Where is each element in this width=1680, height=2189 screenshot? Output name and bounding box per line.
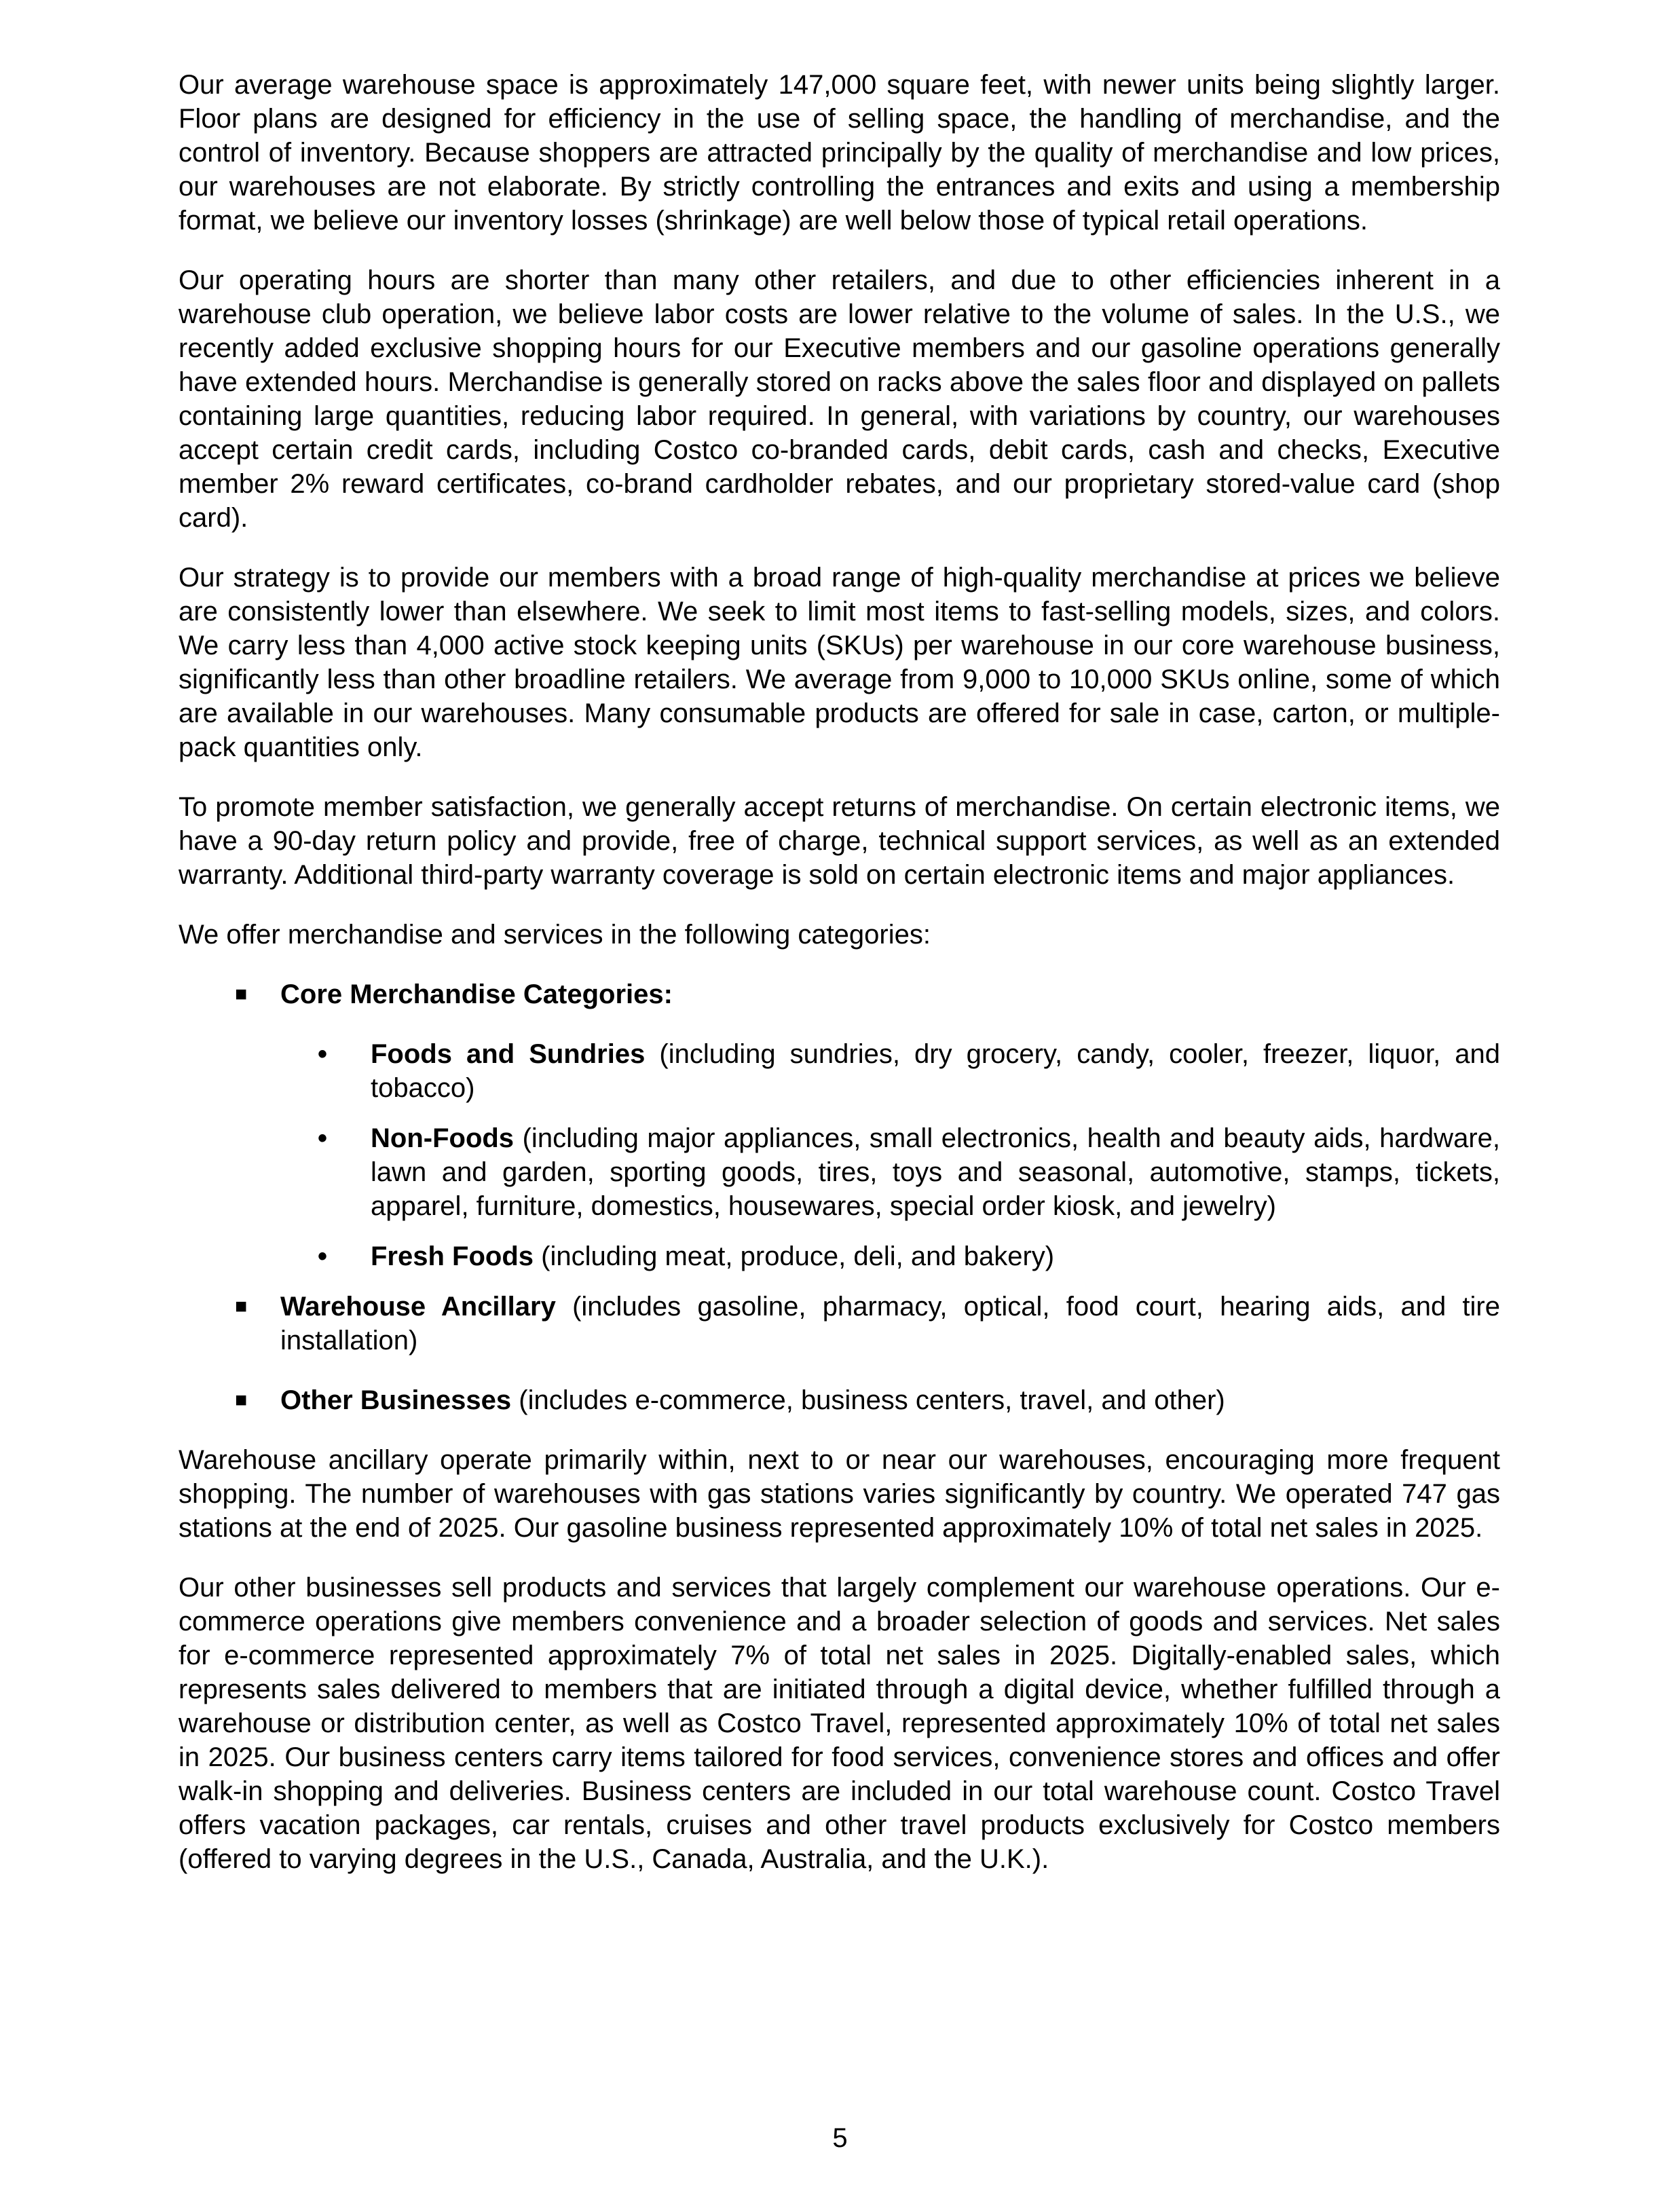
- category-name: Warehouse Ancillary: [280, 1292, 556, 1322]
- bullet-icon: •: [318, 1039, 328, 1069]
- paragraph-warehouse-space: Our average warehouse space is approximately 147,000 square feet, with newer units being slightly larger. Floor plans are designed for efficiency in the use of selling space, the handling of merchandise, and the control of inventory. Because shoppers are attracted principally by the quality of merchandise and low prices, our warehouses are not elaborate. By strictly controlling the entrances and exits and using a membership format, we believe our inventory losses (shrinkage) are well below those of typical retail operations.: [179, 70, 1500, 236]
- document-page: [179, 68, 1500, 1902]
- subcategory-description: (including major appliances, small electronics, health and beauty aids, hardware, lawn and garden, sporting goods, tires, toys and seasonal, automotive, stamps, tickets, apparel, furniture, domestics, housewares, special order kiosk, and jewelry): [371, 1123, 1500, 1221]
- bullet-icon: •: [318, 1123, 328, 1153]
- square-bullet-icon: ■: [235, 983, 248, 1005]
- bullet-icon: •: [318, 1241, 328, 1271]
- list-item: [179, 1121, 1500, 1223]
- square-bullet-icon: ■: [235, 1389, 248, 1411]
- paragraph-operating-hours: Our operating hours are shorter than many other retailers, and due to other efficiencies inherent in a warehouse club operation, we believe labor costs are lower relative to the volume of sales. In the U.S., we recently added exclusive shopping hours for our Executive members and our gasoline operations generally have extended hours. Merchandise is generally stored on racks above the sales floor and displayed on pallets containing large quantities, reducing labor required. In general, with variations by country, our warehouses accept certain credit cards, including Costco co-branded cards, debit cards, cash and checks, Executive member 2% reward certificates, co-brand cardholder rebates, and our proprietary stored-value card (shop card).: [179, 265, 1500, 533]
- category-name: Other Businesses: [280, 1385, 512, 1415]
- list-item: [179, 1037, 1500, 1105]
- category-warehouse-ancillary: [179, 1290, 1500, 1358]
- list-item: [179, 1239, 1500, 1273]
- subcategory-name: Foods and Sundries: [371, 1039, 646, 1069]
- paragraph-categories-intro: We offer merchandise and services in the following categories:: [179, 920, 931, 950]
- paragraph-returns: To promote member satisfaction, we generally accept returns of merchandise. On certain electronic items, we have a 90-day return policy and provide, free of charge, technical support services, as well as an extended warranty. Additional third-party warranty coverage is sold on certain electronic items and major appliances.: [179, 792, 1500, 890]
- subcategory-description: (including sundries, dry grocery, candy, cooler, freezer, liquor, and tobacco): [371, 1039, 1500, 1103]
- subcategory-name: Fresh Foods: [371, 1241, 534, 1271]
- core-subcategory-list: [179, 1037, 1500, 1273]
- paragraph-strategy: Our strategy is to provide our members with a broad range of high-quality merchandise at prices we believe are consistently lower than elsewhere. We seek to limit most items to fast-selling models, sizes, and colors. We carry less than 4,000 active stock keeping units (SKUs) per warehouse in our core warehouse business, significantly less than other broadline retailers. We average from 9,000 to 10,000 SKUs online, some of which are available in our warehouses. Many consumable products are offered for sale in case, carton, or multiple-pack quantities only.: [179, 563, 1500, 762]
- square-bullet-icon: ■: [235, 1295, 248, 1317]
- paragraph-other-businesses: Our other businesses sell products and services that largely complement our warehouse operations. Our e-commerce operations give members convenience and a broader selection of goods and services. Net sales for e-commerce represented approximately 7% of total net sales in 2025. Digitally-enabled sales, which represents sales delivered to members that are initiated through a digital device, whether fulfilled through a warehouse or distribution center, as well as Costco Travel, represented approximately 10% of total net sales in 2025. Our business centers carry items tailored for food services, convenience stores and offices and offer walk-in shopping and deliveries. Business centers are included in our total warehouse count. Costco Travel offers vacation packages, car rentals, cruises and other travel products exclusively for Costco members (offered to varying degrees in the U.S., Canada, Australia, and the U.K.).: [179, 1573, 1500, 1874]
- category-title: Core Merchandise Categories:: [280, 979, 673, 1009]
- subcategory-description: (including meat, produce, deli, and bakery): [534, 1241, 1055, 1271]
- category-other-businesses: [179, 1383, 1500, 1417]
- page-number: 5: [832, 2123, 848, 2153]
- category-description: (includes gasoline, pharmacy, optical, food court, hearing aids, and tire installation): [280, 1292, 1500, 1355]
- paragraph-warehouse-ancillary: Warehouse ancillary operate primarily within, next to or near our warehouses, encouraging more frequent shopping. The number of warehouses with gas stations varies significantly by country. We operated 747 gas stations at the end of 2025. Our gasoline business represented approximately 10% of total net sales in 2025.: [179, 1445, 1500, 1543]
- category-description: (includes e-commerce, business centers, travel, and other): [511, 1385, 1225, 1415]
- subcategory-name: Non-Foods: [371, 1123, 515, 1153]
- category-core-merchandise: [179, 977, 1500, 1011]
